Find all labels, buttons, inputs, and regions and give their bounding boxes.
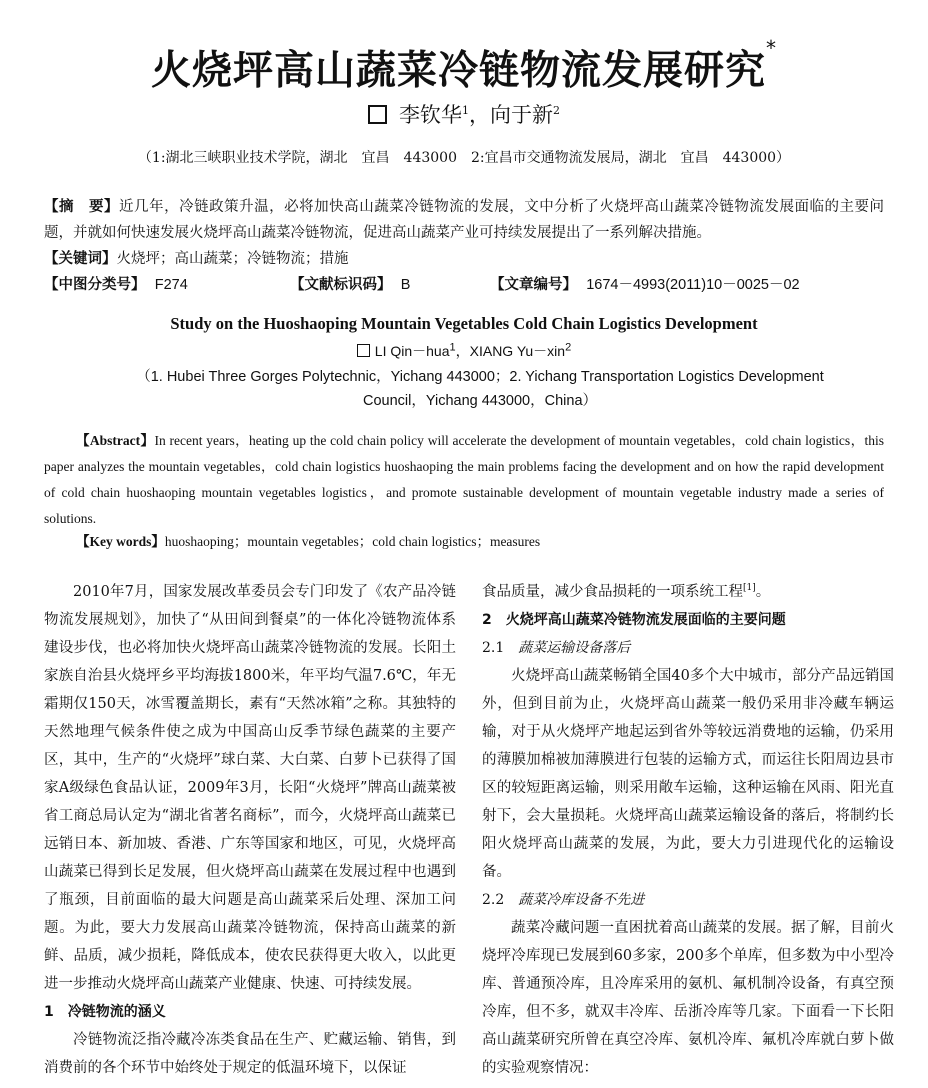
subsection-number: 2.2 [482,892,519,908]
subsection-heading-2-1 [482,634,894,662]
english-affiliation-line-2: Council，Yichang 443000，China） [362,393,598,409]
doc-code-field [290,272,410,298]
english-abstract-label: 【Abstract】 [76,433,155,448]
body-paragraph: 蔬菜冷藏问题一直困扰着高山蔬菜的发展。据了解，目前火烧坪冷库现已发展到60多家，200多个单库，但多数为中小型冷库、普通预冷库，且冷库采用的氨机、氟机制冷设备，有真空预冷库，但不多，就双丰冷库、岳浙冷库等几家。下面看一下长阳高山蔬菜研究所曾在真空冷库、氨机冷库、氟机冷库就白萝卜做的实验观察情况： [482,920,894,1076]
author-line [0,98,928,132]
author-box-icon [368,105,387,124]
keywords-cn-text: 火烧坪；高山蔬菜；冷链物流；措施 [116,251,349,267]
author-separator: ， [469,103,490,127]
section-heading-2: 2 火烧坪高山蔬菜冷链物流发展面临的主要问题 [482,612,786,628]
english-affiliation-line-1: （1. Hubei Three Gorges Polytechnic，Yichang 443000；2. Yichang Transportation Logistics Development [136,369,824,385]
clc-label: 【中图分类号】 [44,277,146,293]
english-affiliation [100,365,860,413]
affiliation: （1:湖北三峡职业技术学院，湖北 宜昌 443000 2:宜昌市交通物流发展局，湖北 宜昌 443000） [137,150,791,166]
citation-mark: [1] [743,583,756,594]
abstract-cn-label: 【摘 要】 [44,199,120,215]
body-paragraph: 冷链物流泛指冷藏冷冻类食品在生产、贮藏运输、销售，到消费前的各个环节中始终处于规定的低温环境下，以保证 [44,1032,456,1076]
english-keywords-label: 【Key words】 [76,534,165,549]
english-abstract-text: In recent years，heating up the cold chain policy will accelerate the development of mountain vegetables，cold chain logistics，this paper analyzes the mountain vegetables，cold chain logistics huoshaoping the main problems facing the development and on how the rapid development of cold chain huoshaoping mountain vegetables logistics，and promote sustainable development of mountain vegetable industry made a series of solutions. [44,433,884,526]
subsection-title: 蔬菜运输设备落后 [518,640,631,656]
english-keywords-text: huoshaoping；mountain vegetables；cold chain logistics；measures [164,534,541,549]
english-author-box-icon [357,344,370,357]
subsection-title: 蔬菜冷库设备不先进 [518,892,645,908]
english-author-2: XIANG Yu－xin [469,343,566,359]
abstract-cn [44,194,884,246]
english-author-line [0,340,928,362]
clc-value: F274 [154,277,188,293]
section-heading-1: 1 冷链物流的涵义 [44,1004,166,1020]
clc-field [44,272,188,298]
english-author-2-mark: 2 [565,341,572,354]
classification-line [44,272,884,298]
english-abstract [44,428,884,532]
author-1-affil-mark: 1 [462,104,469,117]
body-paragraph: 2010年7月，国家发展改革委员会专门印发了《农产品冷链物流发展规划》，加快了“从田间到餐桌”的一体化冷链物流体系建设步伐，也必将加快火烧坪高山蔬菜冷链物流的发展。长阳土家族自治县火烧坪乡平均海拔1800米，年平均气温7.6℃，年无霜期仅150天，冰雪覆盖期长，素有“天然冰箱”之称。其独特的天然地理气候条件使之成为中国高山反季节绿色蔬菜的主要产区，其中，生产的“火烧坪”球白菜、大白菜、白萝卜已获得了国家A级绿色食品认证，2009年3月，长阳“火烧坪”牌高山蔬菜被省工商总局认定为“湖北省著名商标”，而今，火烧坪高山蔬菜已远销日本、新加坡、香港、广东等国家和地区，可见，火烧坪高山蔬菜已得到长足发展，但火烧坪高山蔬菜在发展过程中也遇到了瓶颈，目前面临的最大问题是高山蔬菜采后处理、深加工问题。为此，要大力发展高山蔬菜冷链物流，保持高山蔬菜的新鲜、品质，减少损耗，降低成本，使农民获得更大收入，以此更进一步推动火烧坪高山蔬菜产业健康、快速、可持续发展。 [44,584,456,992]
body-left-column [44,578,456,1082]
paper-title [0,34,928,98]
english-title: Study on the Huoshaoping Mountain Vegetables Cold Chain Logistics Development [170,314,758,333]
subsection-heading-2-2 [482,886,894,914]
abstract-cn-text: 近几年，冷链政策升温，必将加快高山蔬菜冷链物流的发展，文中分析了火烧坪高山蔬菜冷链物流发展面临的主要问题，并就如何快速发展火烧坪高山蔬菜冷链物流，促进高山蔬菜产业可持续发展提出了一系列解决措施。 [44,199,884,241]
english-author-1-mark: 1 [449,341,456,354]
body-right-column [482,578,894,1082]
article-number-value: 1674－4993(2011)10－0025－02 [586,277,800,293]
continued-text-end: 。 [755,584,771,600]
english-keywords [76,529,884,555]
author-2-affil-mark: 2 [553,104,560,117]
subsection-number: 2.1 [482,640,519,656]
continued-text: 食品质量，减少食品损耗的一项系统工程 [482,584,743,600]
keywords-cn [44,246,884,272]
author-1: 李钦华 [399,103,462,127]
english-author-1: LI Qin－hua [374,343,450,359]
title-footnote-mark: * [766,36,777,60]
english-author-separator: ， [455,343,470,359]
article-number-field [490,272,800,298]
body-paragraph: 火烧坪高山蔬菜畅销全国40多个大中城市，部分产品远销国外，但到目前为止，火烧坪高山蔬菜一般仍采用非冷藏车辆运输，对于从火烧坪产地起运到省外等较远消费地的运输，仍采用的薄膜加棉被加薄膜进行包装的运输方式，而运往长阳周边县市区的较短距离运输，则采用敞车运输，这种运输在风雨、阳光直射下，会大量损耗。火烧坪高山蔬菜运输设备的落后，将制约长阳火烧坪高山蔬菜的发展，为此，要大力引进现代化的运输设备。 [482,668,894,880]
article-number-label: 【文章编号】 [490,277,577,293]
title-text: 火烧坪高山蔬菜冷链物流发展研究 [151,47,766,94]
doc-code-value: B [400,277,411,293]
keywords-cn-label: 【关键词】 [44,251,117,267]
continued-paragraph [482,578,894,606]
author-2: 向于新 [490,103,553,127]
doc-code-label: 【文献标识码】 [290,277,392,293]
